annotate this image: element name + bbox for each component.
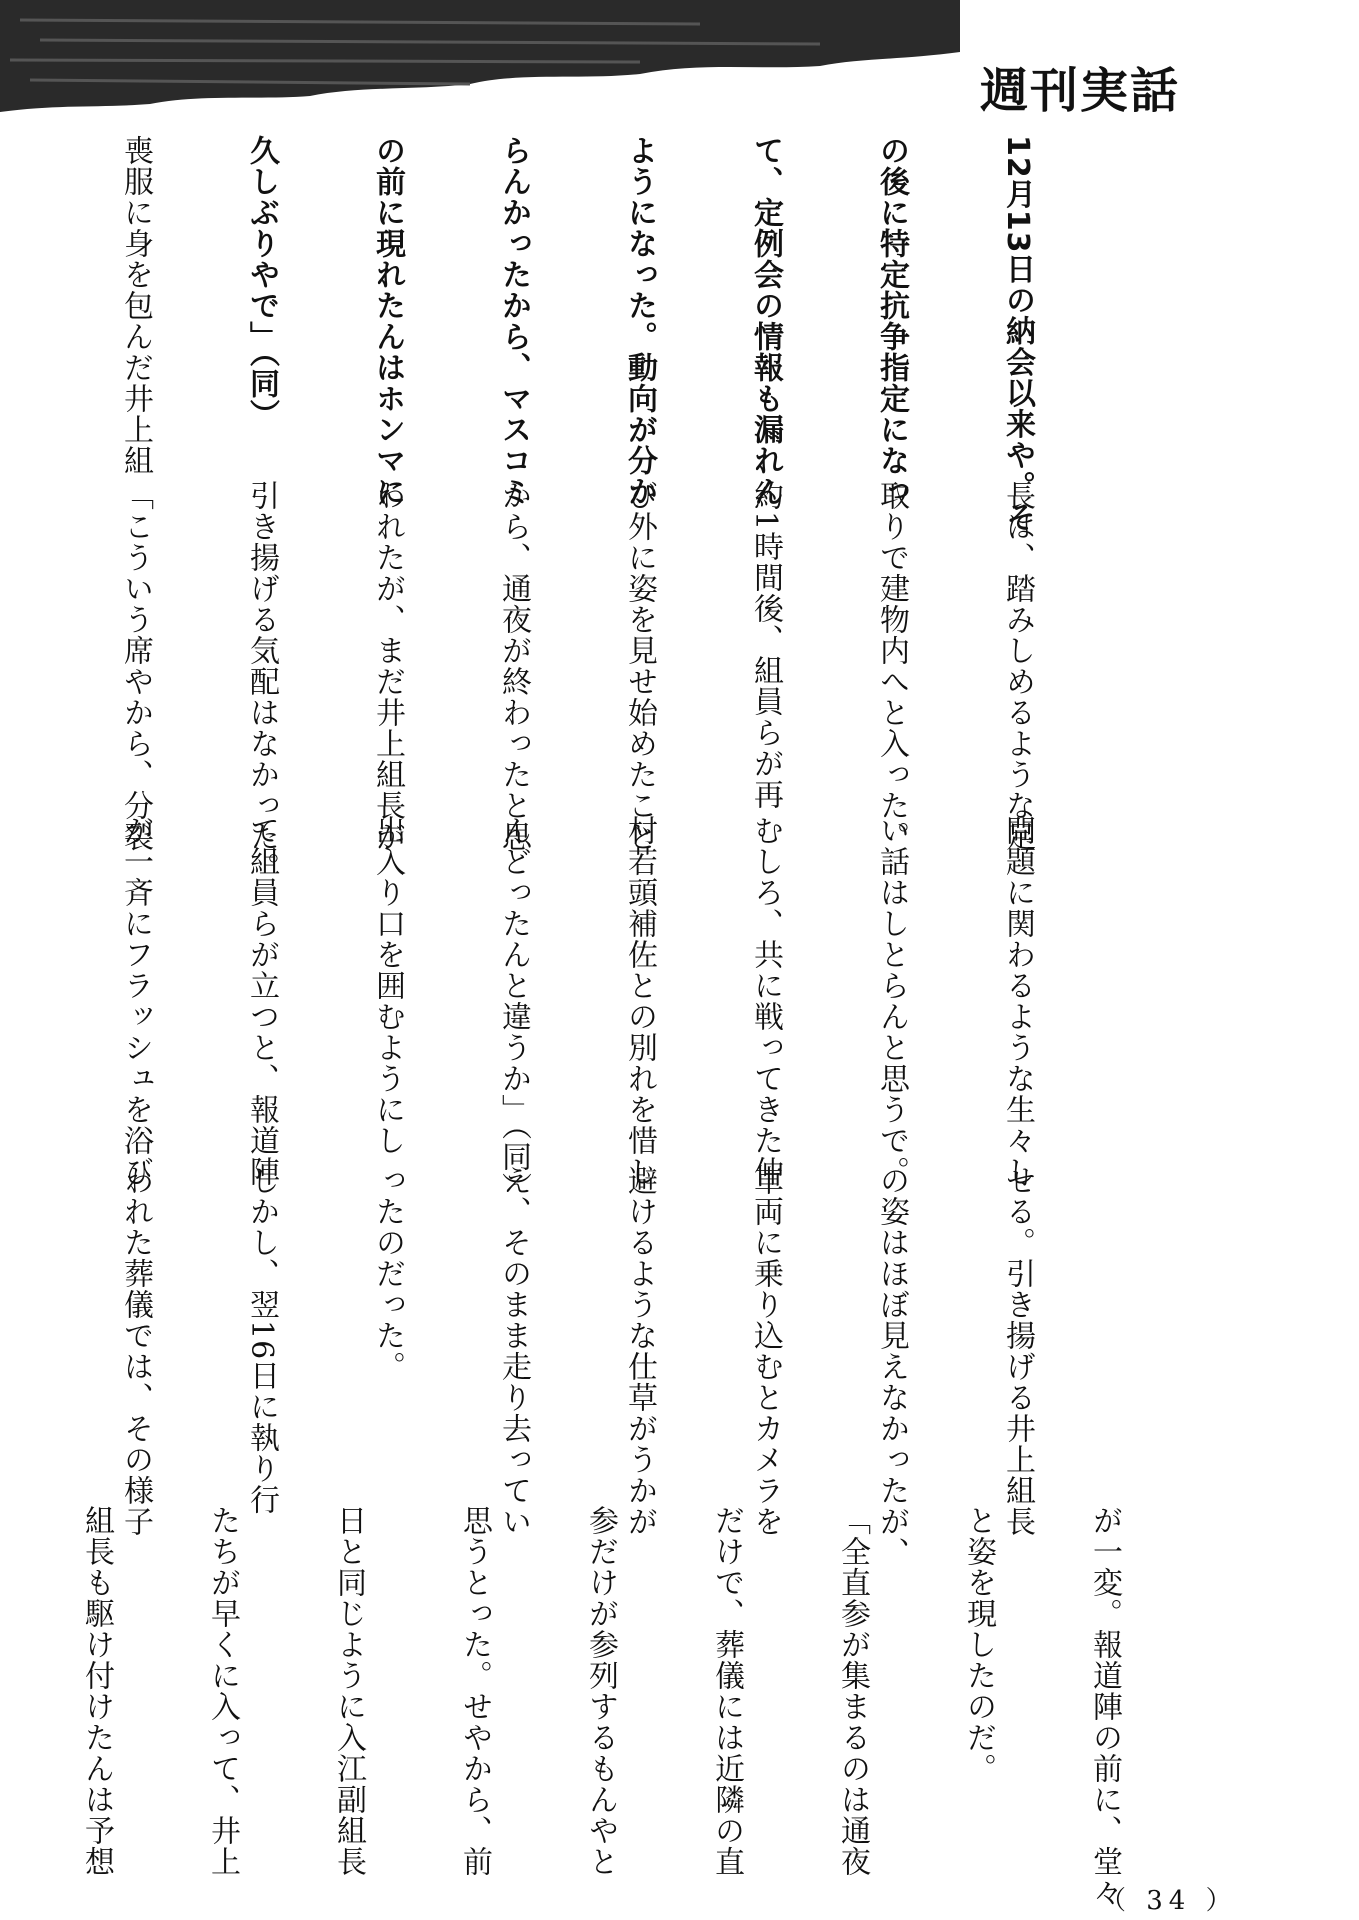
text-line: んどったんと違うか」（同） xyxy=(496,815,531,1203)
text-line: 「こういう席やから、分裂 xyxy=(118,480,153,852)
text-line: の姿はほぼ見えなかったが、 xyxy=(874,1165,909,1568)
text-line: が一斉にフラッシュを浴び xyxy=(118,815,153,1187)
text-line: 引き揚げる気配はなかった。 xyxy=(244,480,279,883)
text-line: 取りで建物内へと入った。 xyxy=(874,480,909,852)
text-line: 避けるような仕草がうかが xyxy=(622,1165,657,1537)
text-line: らんかったから、マスコミ xyxy=(496,135,531,507)
text-line: 問題に関わるような生々し xyxy=(1000,815,1035,1187)
page-number: （ 34 ） xyxy=(1100,1886,1238,1916)
text-line: 「全直参が集まるのは通夜 xyxy=(835,1505,870,1877)
text-line: むしろ、共に戦ってきた仲 xyxy=(748,815,783,1187)
text-line: 車両に乗り込むとカメラを xyxy=(748,1165,783,1537)
text-block-tier1 xyxy=(72,135,1122,533)
text-line: の後に特定抗争指定になっ xyxy=(874,135,909,507)
text-line: の前に現れたんはホンマに xyxy=(370,135,405,507)
text-line: て組員らが立つと、報道陣 xyxy=(244,815,279,1187)
text-line: われたが、まだ井上組長が xyxy=(370,480,405,852)
text-line: て、定例会の情報も漏れん xyxy=(748,135,783,507)
text-line: だけで、葬儀には近隣の直 xyxy=(709,1505,744,1877)
text-line: 組長も駆け付けたんは予想 xyxy=(79,1505,114,1877)
text-line: 久しぶりやで」（同） xyxy=(244,135,279,430)
text-line: え、そのまま走り去ってい xyxy=(496,1165,531,1537)
text-line: から、通夜が終わったと思 xyxy=(496,480,531,852)
text-line: たちが早くに入って、井上 xyxy=(205,1505,240,1877)
text-block-tier2 xyxy=(72,480,1122,883)
text-line: い話はしとらんと思うで。 xyxy=(874,815,909,1187)
text-line: ったのだった。 xyxy=(370,1165,405,1382)
text-line: 約1時間後、組員らが再 xyxy=(748,480,783,811)
text-line: われた葬儀では、その様子 xyxy=(118,1165,153,1537)
text-line: 長は、踏みしめるような足 xyxy=(1000,480,1035,852)
text-line: 日と同じように入江副組長 xyxy=(331,1505,366,1877)
text-line: 出入り口を囲むようにし xyxy=(370,815,405,1156)
text-line: しかし、翌16日に執り行 xyxy=(244,1165,279,1516)
text-line: 思うとった。せやから、前 xyxy=(457,1505,492,1877)
magazine-title: 週刊実話 xyxy=(980,63,1181,119)
text-line: 12月13日の納会以来や。そ xyxy=(1000,135,1035,533)
text-line: 喪服に身を包んだ井上組 xyxy=(118,135,153,476)
text-block-tier3 xyxy=(72,815,1122,1203)
text-line: と姿を現したのだ。 xyxy=(961,1505,996,1784)
brush-stroke-header xyxy=(0,0,960,120)
text-line: び外に姿を見せ始めたこと xyxy=(622,480,657,852)
text-block-tier4 xyxy=(72,1165,1122,1568)
text-line: 参だけが参列するもんやと xyxy=(583,1505,618,1877)
text-line: ようになった。動向が分か xyxy=(622,135,657,507)
text-line: が一変。報道陣の前に、堂々 xyxy=(1087,1505,1122,1908)
text-line: 村若頭補佐との別れを惜し xyxy=(622,815,657,1187)
text-line: せる。引き揚げる井上組長 xyxy=(1000,1165,1035,1537)
